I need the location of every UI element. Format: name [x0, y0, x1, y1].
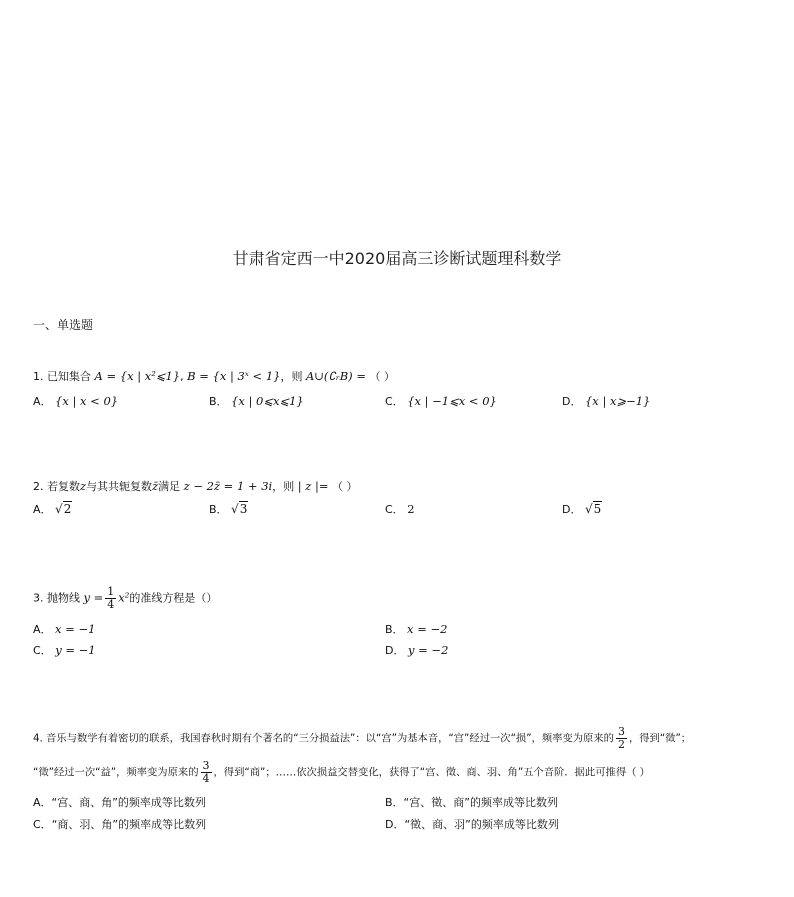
question-text: 满足 — [158, 480, 181, 493]
question-number: 2. — [33, 480, 44, 493]
option-text: x = −1 — [55, 622, 96, 636]
equation-rhs: x² — [118, 590, 130, 605]
option-text: {x | 0⩽x⩽1} — [231, 394, 304, 408]
question-text: “徵”经过一次“益”，频率变为原来的 — [33, 766, 199, 779]
question-4-line-2 — [33, 760, 650, 785]
option-label: C． — [33, 818, 52, 831]
option-label: B． — [209, 395, 228, 408]
q1-option-b[interactable] — [209, 393, 304, 409]
question-text: 音乐与数学有着密切的联系，我国春秋时期有个著名的“三分损益法”：以“宫”为基本音，“宫”经过一次“损”，频率变为原来的 — [46, 732, 614, 745]
question-2 — [33, 478, 357, 494]
q3-option-b[interactable] — [385, 621, 447, 637]
denominator: 2 — [617, 738, 625, 751]
separator: , — [180, 370, 184, 383]
q2-option-c[interactable] — [385, 501, 415, 517]
answer-paren: （ ） — [331, 480, 358, 493]
question-1 — [33, 368, 395, 384]
option-text: “徵、商、羽”的频率成等比数列 — [404, 818, 559, 831]
option-text: y = −1 — [55, 643, 96, 657]
q4-option-b[interactable] — [385, 794, 558, 810]
option-text: {x | x⩾−1} — [584, 394, 651, 408]
q1-option-c[interactable] — [385, 393, 497, 409]
option-text: y = −2 — [407, 643, 449, 657]
question-number: 4. — [33, 732, 43, 745]
option-label: B． — [385, 796, 404, 809]
page-title: 甘肃省定西一中2020届高三诊断试题理科数学 — [232, 249, 562, 268]
fraction — [616, 726, 627, 751]
option-text: “宫、徵、商”的频率成等比数列 — [403, 796, 558, 809]
set-b-formula: B = {x | 3ˣ < 1} — [187, 369, 281, 383]
section-heading: 一、单选题 — [33, 318, 94, 332]
option-label: B． — [385, 623, 404, 636]
q2-option-d[interactable] — [562, 501, 602, 517]
question-text: ，则 — [280, 370, 303, 383]
option-label: B． — [209, 503, 228, 516]
question-text: 已知集合 — [47, 370, 91, 383]
equation-lhs: y = — [83, 590, 104, 605]
z-bar-symbol: z̄ — [152, 479, 159, 493]
q4-option-a[interactable] — [33, 794, 206, 810]
denominator: 4 — [107, 598, 115, 611]
z-symbol: z — [80, 479, 87, 493]
numerator: 1 — [107, 585, 115, 598]
sqrt-icon: √2 — [55, 502, 72, 516]
denominator: 4 — [202, 772, 210, 785]
radicand: 3 — [239, 502, 248, 516]
option-text: {x | x < 0} — [55, 394, 119, 408]
question-text: ，得到“徵”； — [628, 732, 692, 745]
q4-option-c[interactable] — [33, 816, 206, 832]
radicand: 2 — [63, 502, 72, 516]
question-text: 的准线方程是（） — [129, 591, 218, 605]
option-text: “商、羽、角”的频率成等比数列 — [51, 818, 207, 831]
question-4-line-1 — [33, 726, 691, 751]
q1-option-a[interactable] — [33, 393, 118, 409]
option-label: D． — [385, 818, 405, 831]
option-label: A． — [33, 796, 52, 809]
q3-option-a[interactable] — [33, 621, 95, 637]
question-text: 与其共轭复数 — [86, 480, 153, 493]
q3-option-d[interactable] — [385, 642, 448, 658]
fraction — [201, 760, 212, 785]
option-label: A． — [33, 503, 52, 516]
question-text: ，得到“商”；……依次损益交替变化，获得了“宫、徵、商、羽、角”五个音阶．据此可推得（ ） — [213, 766, 650, 779]
numerator: 3 — [202, 759, 210, 772]
equation: z − 2z̄ = 1 + 3i — [183, 479, 273, 493]
q1-option-d[interactable] — [562, 393, 650, 409]
modulus-expression: | z |= — [297, 479, 329, 493]
option-text: “宫、商、角”的频率成等比数列 — [51, 796, 206, 809]
question-3 — [33, 586, 217, 611]
option-text: 2 — [407, 502, 415, 516]
option-label: C． — [33, 644, 52, 657]
option-label: C． — [385, 503, 404, 516]
option-label: D． — [385, 644, 405, 657]
question-text: 抛物线 — [47, 591, 80, 605]
q2-option-a[interactable] — [33, 501, 72, 517]
sqrt-icon: √3 — [231, 502, 248, 516]
question-number: 1. — [33, 370, 44, 383]
union-expression: A∪(∁ᵣB) = — [305, 369, 366, 383]
q4-option-d[interactable] — [385, 816, 559, 832]
answer-paren: （ ） — [369, 370, 395, 383]
q2-option-b[interactable] — [209, 501, 248, 517]
question-number: 3. — [33, 591, 44, 605]
option-label: C． — [385, 395, 404, 408]
sqrt-icon: √5 — [584, 502, 602, 516]
radicand: 5 — [593, 502, 602, 516]
numerator: 3 — [617, 725, 625, 738]
option-label: A． — [33, 395, 52, 408]
option-text: x = −2 — [407, 622, 448, 636]
option-text: {x | −1⩽x < 0} — [407, 394, 497, 408]
option-label: D． — [562, 503, 582, 516]
set-a-formula: A = {x | x²⩽1} — [94, 369, 181, 383]
fraction — [105, 586, 116, 611]
option-label: D． — [562, 395, 582, 408]
q3-option-c[interactable] — [33, 642, 96, 658]
option-label: A． — [33, 623, 52, 636]
question-text: 若复数 — [47, 480, 80, 493]
question-text: ，则 — [272, 480, 295, 493]
